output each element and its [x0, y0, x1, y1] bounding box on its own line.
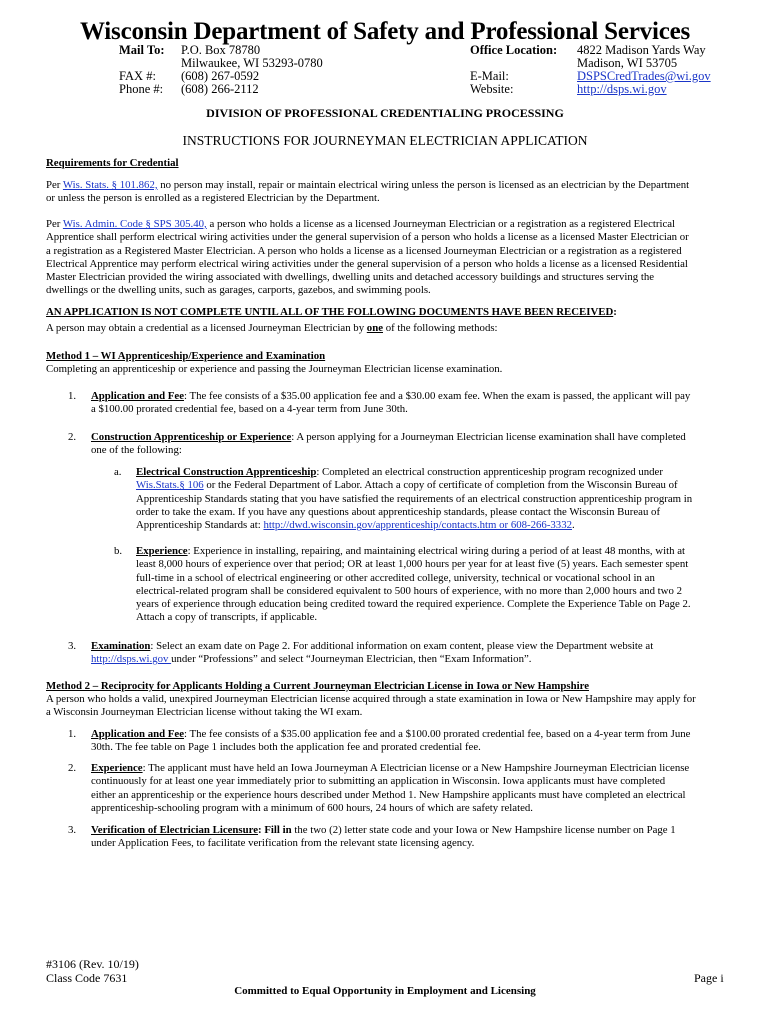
m2-item2-line3: either an apprenticeship or the experience hours described under Method 1. New Hampshire applicants must have completed an electrical: [91, 788, 686, 801]
method2-item2-number: 2.: [68, 762, 77, 774]
m2-item2-label: Experience: [91, 762, 143, 774]
p2-pre: Per: [46, 218, 63, 230]
method1-intro: Completing an apprenticeship or experience and passing the Journeyman Electrician license examination.: [46, 363, 503, 375]
page-title: Wisconsin Department of Safety and Professional Services: [79, 18, 691, 45]
phone-value: (608) 266-2112: [181, 82, 259, 96]
m2-item3-fill: : Fill in: [258, 824, 292, 836]
method1-item1: [91, 390, 741, 417]
m2-item3-label: Verification of Electrician Licensure: [91, 824, 259, 836]
method2-item2: [91, 762, 741, 815]
m2-item3-line1: the two (2) letter state code and your Iowa or New Hampshire license number on Page 1: [291, 824, 676, 836]
notice-text: AN APPLICATION IS NOT COMPLETE UNTIL ALL OF THE FOLLOWING DOCUMENTS HAVE BEEN RECEIVED: [46, 306, 614, 318]
notice-colon: :: [613, 306, 617, 318]
method2-item3-number: 3.: [68, 824, 77, 836]
sub-b-letter: b.: [114, 545, 123, 557]
m1-item3-line2: under “Professions” and select “Journeyman Electrician, then “Exam Information”.: [171, 653, 532, 666]
website-link[interactable]: http://dsps.wi.gov: [577, 82, 667, 96]
m2-intro-line2: a Wisconsin Journeyman Electrician license without taking the WI exam.: [46, 706, 363, 719]
wis-stats-106-link[interactable]: Wis.Stats.§ 106: [136, 479, 204, 492]
sub-a-line5: Apprenticeship Standards at:: [136, 519, 264, 532]
p2-line4: Electrical Apprentice may perform electrical wiring activities under the general supervision of a person who holds a license as a licensed Residential: [46, 257, 688, 270]
method1-sub-b: [136, 545, 736, 625]
sub-b-line4: electrical-related program shall be considered equivalent to 500 hours of experience, with no more than 2,000 hours and two 2: [136, 584, 682, 597]
m1-item3-line1: : Select an exam date on Page 2. For additional information on exam content, please view the Department website at: [150, 640, 654, 652]
sub-a-line3: Apprenticeship Standards stating that you have satisfied the requirements of an electrical construction apprenticeship program in: [136, 492, 693, 505]
sub-b-line6: Attach a copy of transcripts, if applicable.: [136, 611, 318, 624]
completeness-notice: [46, 306, 617, 319]
method1-item3-number: 3.: [68, 640, 77, 652]
admin-code-link[interactable]: Wis. Admin. Code § SPS 305.40,: [62, 218, 207, 230]
requirements-heading: Requirements for Credential: [46, 157, 179, 169]
requirements-paragraph-2: [46, 218, 736, 298]
office-line2: Madison, WI 53705: [577, 56, 678, 70]
form-number: #3106 (Rev. 10/19): [46, 957, 139, 971]
method1-item2: [91, 431, 741, 458]
page-number: Page i: [694, 971, 724, 985]
office-line1: 4822 Madison Yards Way: [577, 43, 706, 57]
division-heading: DIVISION OF PROFESSIONAL CREDENTIALING PROCESSING: [206, 106, 564, 120]
class-code: Class Code 7631: [46, 971, 128, 985]
mail-to-line1: P.O. Box 78780: [181, 43, 261, 57]
p2-line1: a person who holds a license as a licensed Journeyman Electrician or a registration as a registered Electrical: [206, 218, 676, 230]
obtain-one: one: [366, 322, 383, 334]
sub-a-line1: : Completed an electrical construction apprenticeship program recognized under: [316, 466, 663, 478]
sub-a-letter: a.: [114, 466, 122, 478]
method2-item3: [91, 824, 741, 851]
sub-b-line2: least 8,000 hours of experience over that period; OR at least 1,000 hours per year for at least five (5) years. Each semester spent: [136, 558, 689, 571]
obtain-pre: A person may obtain a credential as a licensed Journeyman Electrician by: [46, 322, 367, 334]
sub-b-line3: full-time in a school of electrical engineering or other accredited college, university, technical or vocational school in an: [136, 571, 655, 584]
p1-pre: Per: [46, 179, 63, 191]
requirements-paragraph-1: [46, 179, 736, 206]
method2-item1-number: 1.: [68, 728, 77, 740]
m1-item3-label: Examination: [91, 640, 151, 652]
sub-a-line4: order to take the exam. If you have any questions about apprenticeship standards, please contact the Wisconsin Bureau of: [136, 505, 661, 518]
instructions-title: INSTRUCTIONS FOR JOURNEYMAN ELECTRICIAN APPLICATION: [182, 133, 588, 148]
equal-opportunity-statement: Committed to Equal Opportunity in Employment and Licensing: [234, 985, 536, 997]
obtain-credential-text: [46, 322, 498, 335]
p2-line6: dwellings or the dwelling units, such as garages, carports, gazebos, and swimming pools.: [46, 284, 431, 297]
dsps-website-link[interactable]: http://dsps.wi.gov: [91, 653, 172, 666]
m1-item2-line1: : A person applying for a Journeyman Electrician license examination shall have completed: [291, 431, 686, 443]
phone-label: Phone #:: [119, 82, 164, 96]
m1-item1-line1: : The fee consists of a $35.00 application fee and a $30.00 exam fee. When the exam is passed, the applicant will pay: [183, 390, 691, 402]
method2-intro: [46, 693, 746, 720]
mail-to-line2: Milwaukee, WI 53293-0780: [181, 56, 323, 70]
email-label: E-Mail:: [470, 69, 509, 83]
m2-item1-line2: 30th. The fee table on Page 1 includes both the application fee and prorated credential fee.: [91, 741, 481, 754]
m2-item2-line1: : The applicant must have held an Iowa Journeyman A Electrician license or a New Hampshire Journeyman Electrician license: [142, 762, 690, 774]
fax-value: (608) 267-0592: [181, 69, 260, 83]
mail-to-label: Mail To:: [119, 43, 165, 57]
m2-item2-line4: apprenticeship-schooling program with a minimum of 600 hours, 24 hours of which are safety related.: [91, 801, 533, 814]
sub-a-line5-end: .: [572, 519, 575, 532]
email-link[interactable]: DSPSCredTrades@wi.gov: [577, 69, 711, 83]
m2-intro-line1: A person who holds a valid, unexpired Journeyman Electrician license acquired through a state examination in Iowa or New Hampshire may apply for: [46, 693, 696, 705]
m2-item1-label: Application and Fee: [91, 728, 184, 740]
website-label: Website:: [470, 82, 514, 96]
p2-line5: Master Electrician provided the wiring associated with dwellings, dwelling units and detached accessory buildings and structures serving the: [46, 271, 655, 284]
method1-item1-number: 1.: [68, 390, 77, 402]
office-label: Office Location:: [470, 43, 558, 57]
sub-a-label: Electrical Construction Apprenticeship: [136, 466, 317, 478]
sub-b-label: Experience: [136, 545, 188, 557]
sub-a-line2: or the Federal Department of Labor. Attach a copy of certificate of completion from the Wisconsin Bureau of: [203, 479, 678, 492]
m1-item2-label: Construction Apprenticeship or Experience: [91, 431, 292, 443]
p2-line3: a registration as a Registered Master Electrician. A person who holds a license as a licensed Journeyman Electrician or a registration as a registered: [46, 244, 682, 257]
wis-stats-link[interactable]: Wis. Stats. § 101.862,: [62, 179, 158, 191]
fax-label: FAX #:: [119, 69, 156, 83]
m1-item1-label: Application and Fee: [91, 390, 184, 402]
method1-item3: [91, 640, 741, 667]
method1-item2-number: 2.: [68, 431, 77, 443]
m2-item1-line1: : The fee consists of a $35.00 application fee and a $100.00 prorated credential fee, based on a 4-year term from June: [183, 728, 691, 740]
sub-b-line1: : Experience in installing, repairing, and maintaining electrical wiring during a period of at least 48 months, with at: [187, 545, 685, 557]
apprenticeship-contacts-link[interactable]: http://dwd.wisconsin.gov/apprenticeship/contacts.htm or 608-266-3332: [263, 519, 573, 532]
m2-item3-line2: under Application Fees, to facilitate verification from the relevant state licensing agency.: [91, 837, 475, 850]
m1-item1-line2: a $100.00 prorated credential fee, based on a 4-year term from June 30th.: [91, 403, 408, 416]
method1-sub-a: [136, 466, 736, 532]
obtain-post: of the following methods:: [383, 322, 498, 334]
method1-heading: Method 1 – WI Apprenticeship/Experience and Examination: [46, 350, 326, 362]
method2-heading: Method 2 – Reciprocity for Applicants Holding a Current Journeyman Electrician License in Iowa or New Hampshire: [46, 680, 590, 692]
m2-item2-line2: continuously for at least one year immediately prior to submitting an application in Wisconsin. Iowa applicants must have completed: [91, 775, 666, 788]
p2-line2: Apprentice shall perform electrical wiring activities under the general supervision of a person who holds a license as a licensed Master Electrician or: [46, 231, 689, 244]
method2-item1: [91, 728, 741, 755]
p1-line1: no person may install, repair or maintain electrical wiring unless the person is licensed as an electrician by the Department: [157, 179, 690, 191]
sub-b-line5: years of experience through education being credited toward the required experience. Complete the Experience Table on Page 2.: [136, 598, 691, 611]
m1-item2-line2: one of the following:: [91, 444, 182, 457]
p1-line2: or unless the person is enrolled as a registered Electrician by the Department.: [46, 192, 380, 205]
